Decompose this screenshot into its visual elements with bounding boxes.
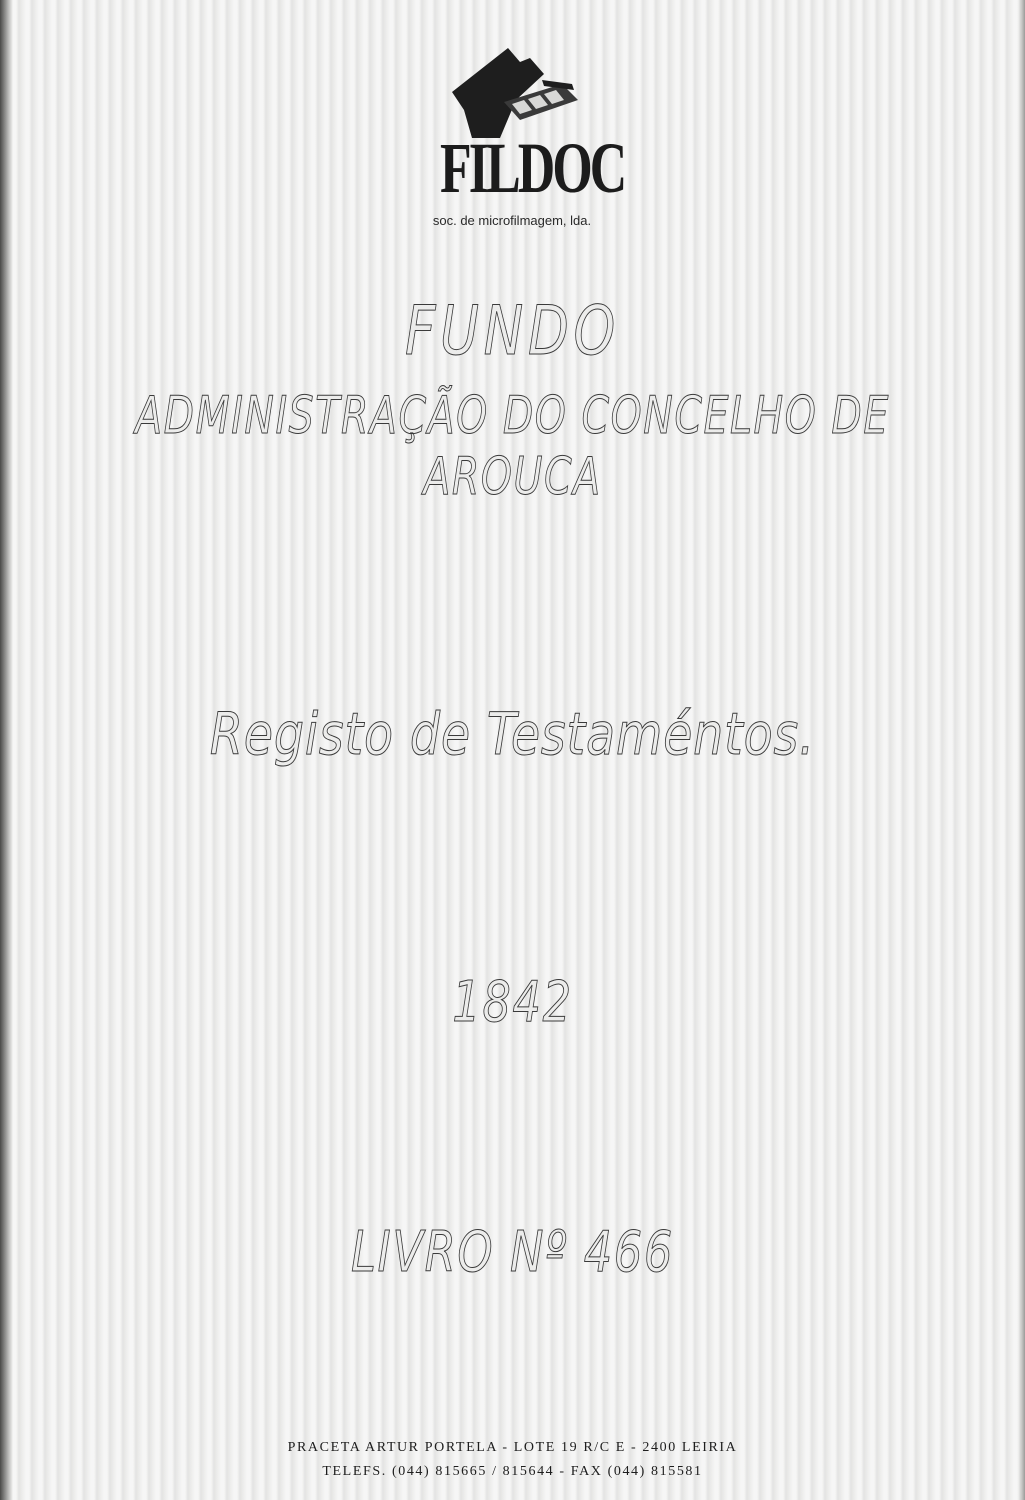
- scan-left-edge: [0, 0, 13, 1500]
- administration-line-1: ADMINISTRAÇÃO DO CONCELHO DE: [135, 386, 890, 446]
- document-title: Registo de Testaméntos.: [209, 700, 816, 768]
- administration-line-2: AROUCA: [423, 447, 602, 507]
- logo-wordmark: FILDOC: [440, 128, 625, 208]
- footer-phones: TELEFS. (044) 815665 / 815644 - FAX (044) 815581: [322, 1464, 703, 1479]
- footer-address: PRACETA ARTUR PORTELA - LOTE 19 R/C E - 2400 LEIRIA: [287, 1440, 738, 1455]
- logo-tagline: soc. de microfilmagem, lda.: [432, 213, 592, 228]
- fundo-heading: FUNDO: [404, 292, 620, 371]
- book-number: LIVRO Nº 466: [350, 1220, 675, 1285]
- document-year: 1842: [452, 970, 573, 1035]
- fildoc-logo: [412, 40, 625, 228]
- scan-right-edge: [1019, 0, 1025, 1500]
